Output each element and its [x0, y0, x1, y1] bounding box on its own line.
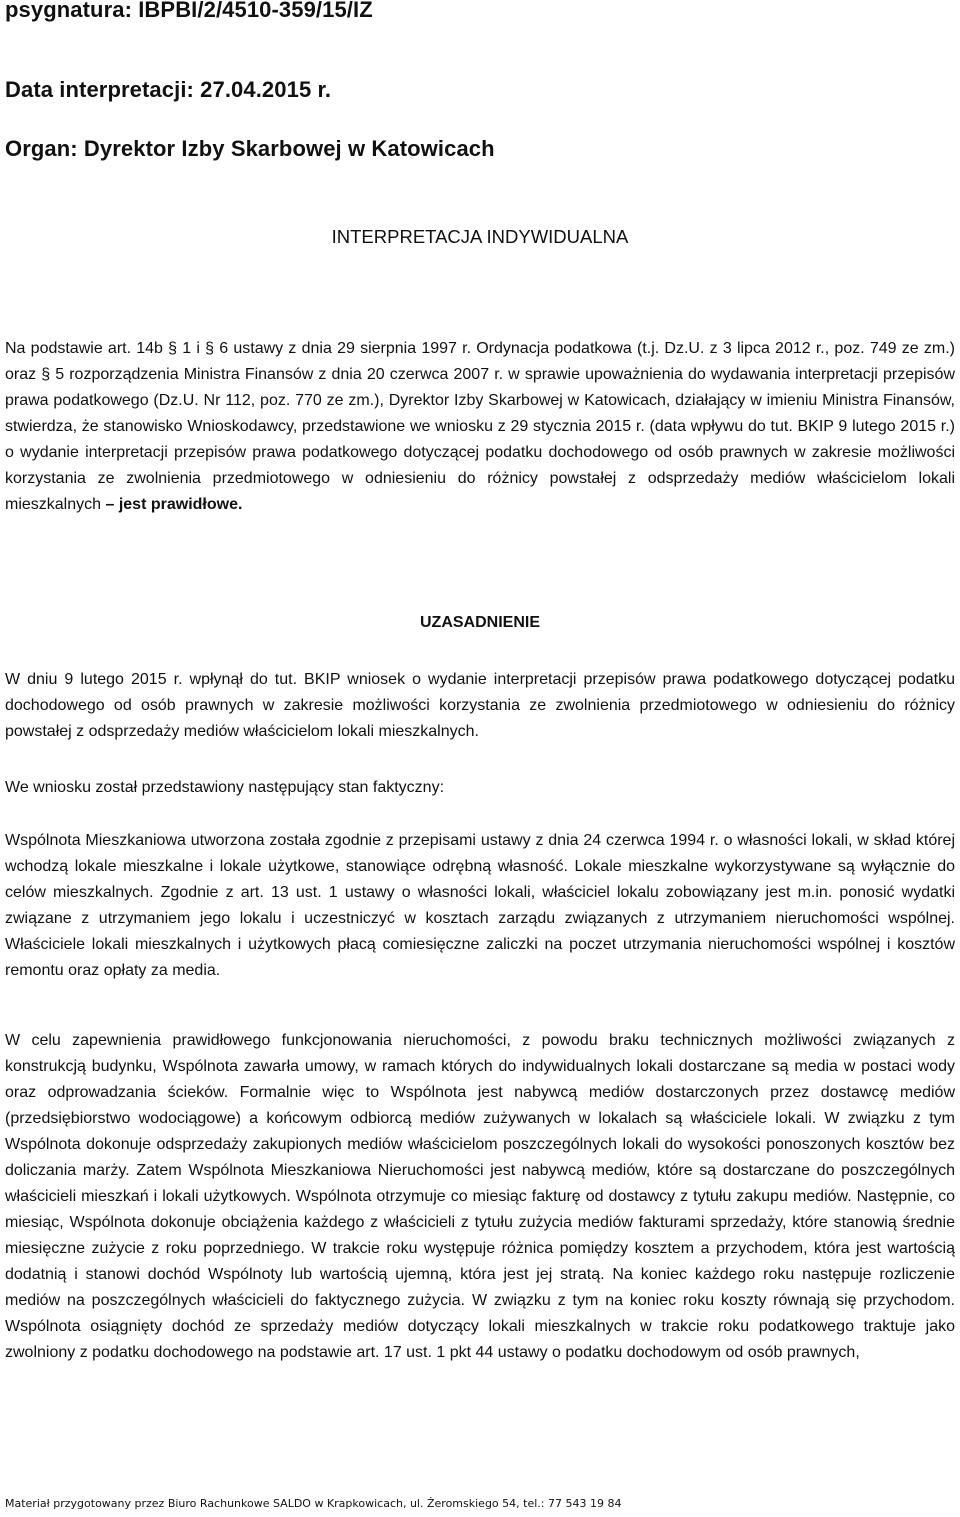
- section-title: UZASADNIENIE: [419, 614, 540, 631]
- page-footer: Materiał przygotowany przez Biuro Rachunkowe SALDO w Krapkowicach, ul. Żeromskiego 54, tel.: 77 543 19 84: [5, 1497, 622, 1510]
- paragraph-facts-intro: We wniosku został przedstawiony następujący stan faktyczny:: [5, 779, 445, 796]
- intro-verdict: – jest prawidłowe.: [105, 496, 243, 513]
- signature-line: psygnatura: IBPBI/2/4510-359/15/IZ: [5, 0, 373, 22]
- paragraph-media: W celu zapewnienia prawidłowego funkcjonowania nieruchomości, z powodu braku technicznych możliwości związanych z konstrukcją budynku, Wspólnota zawarła umowy, w ramach których do indywidualnych lokali dostarczane są media w postaci wody oraz odprowadzania ścieków. Formalnie więc to Wspólnota jest nabywcą mediów dostarczonych przez dostawcę mediów (przedsiębiorstwo wodociągowe) a końcowym odbiorcą mediów zużywanych w lokalach są właściciele lokali. W związku z tym Wspólnota dokonuje odsprzedaży zakupionych mediów właścicielom poszczególnych lokali do wysokości ponoszonych kosztów bez doliczania marży. Zatem Wspólnota Mieszkaniowa Nieruchomości jest nabywcą mediów, które są dostarczane do poszczególnych właścicieli mieszkań i lokali użytkowych. Wspólnota otrzymuje co miesiąc fakturę od dostawcy z tytułu zakupu mediów. Następnie, co miesiąc, Wspólnota dokonuje obciążenia każdego z właścicieli z tytułu zużycia mediów fakturami sprzedaży, które stanowią średnie miesięczne zużycie z roku poprzedniego. W trakcie roku występuje różnica pomiędzy kosztem a przychodem, która jest wartością dodatnią i stanowi dochód Wspólnoty lub wartością ujemną, która jest jej stratą. Na koniec każdego roku następuje rozliczenie mediów na poszczególnych właścicieli do faktycznego zużycia. W związku z tym na koniec roku koszty równają się przychodom. Wspólnota osiągnięty dochód ze sprzedaży mediów dotyczący lokali mieszkalnych w trakcie roku podatkowego traktuje jako zwolniony z podatku dochodowego na podstawie art. 17 ust. 1 pkt 44 ustawy o podatku dochodowym od osób prawnych,: [5, 1032, 955, 1361]
- interpretation-date: Data interpretacji: 27.04.2015 r.: [5, 77, 332, 102]
- organ-line: Organ: Dyrektor Izby Skarbowej w Katowicach: [5, 136, 495, 161]
- paragraph-community: Wspólnota Mieszkaniowa utworzona została zgodnie z przepisami ustawy z dnia 24 czerwca 1994 r. o własności lokali, w skład której wchodzą lokale mieszkalne i lokale użytkowe, stanowiące odrębną własność. Lokale mieszkalne wykorzystywane są wyłącznie do celów mieszkalnych. Zgodnie z art. 13 ust. 1 ustawy o własności lokali, właściciel lokalu zobowiązany jest m.in. ponosić wydatki związane z utrzymaniem jego lokalu i uczestniczyć w kosztach zarządu związanych z utrzymaniem nieruchomości wspólnej. Właściciele lokali mieszkalnych i użytkowych płacą comiesięczne zaliczki na poczet utrzymania nieruchomości wspólnej i kosztów remontu oraz opłaty za media.: [5, 832, 955, 979]
- intro-text: Na podstawie art. 14b § 1 i § 6 ustawy z dnia 29 sierpnia 1997 r. Ordynacja podatkowa (t.j. Dz.U. z 3 lipca 2012 r., poz. 749 ze zm.) oraz § 5 rozporządzenia Ministra Finansów z dnia 20 czerwca 2007 r. w sprawie upoważnienia do wydawania interpretacji przepisów prawa podatkowego (Dz.U. Nr 112, poz. 770 ze zm.), Dyrektor Izby Skarbowej w Katowicach, działający w imieniu Ministra Finansów, stwierdza, że stanowisko Wnioskodawcy, przedstawione we wniosku z 29 stycznia 2015 r. (data wpływu do tut. BKIP 9 lutego 2015 r.) o wydanie interpretacji przepisów prawa podatkowego dotyczącej podatku dochodowego od osób prawnych w zakresie możliwości korzystania ze zwolnienia przedmiotowego w odniesieniu do różnicy powstałej z odsprzedaży mediów właścicielom lokali mieszkalnych: [5, 340, 955, 513]
- intro-paragraph: [5, 336, 955, 518]
- document-title: INTERPRETACJA INDYWIDUALNA: [331, 226, 629, 247]
- paragraph-request: W dniu 9 lutego 2015 r. wpłynął do tut. BKIP wniosek o wydanie interpretacji przepisów prawa podatkowego dotyczącej podatku dochodowego od osób prawnych w zakresie możliwości korzystania ze zwolnienia przedmiotowego w odniesieniu do różnicy powstałej z odsprzedaży mediów właścicielom lokali mieszkalnych.: [5, 671, 955, 740]
